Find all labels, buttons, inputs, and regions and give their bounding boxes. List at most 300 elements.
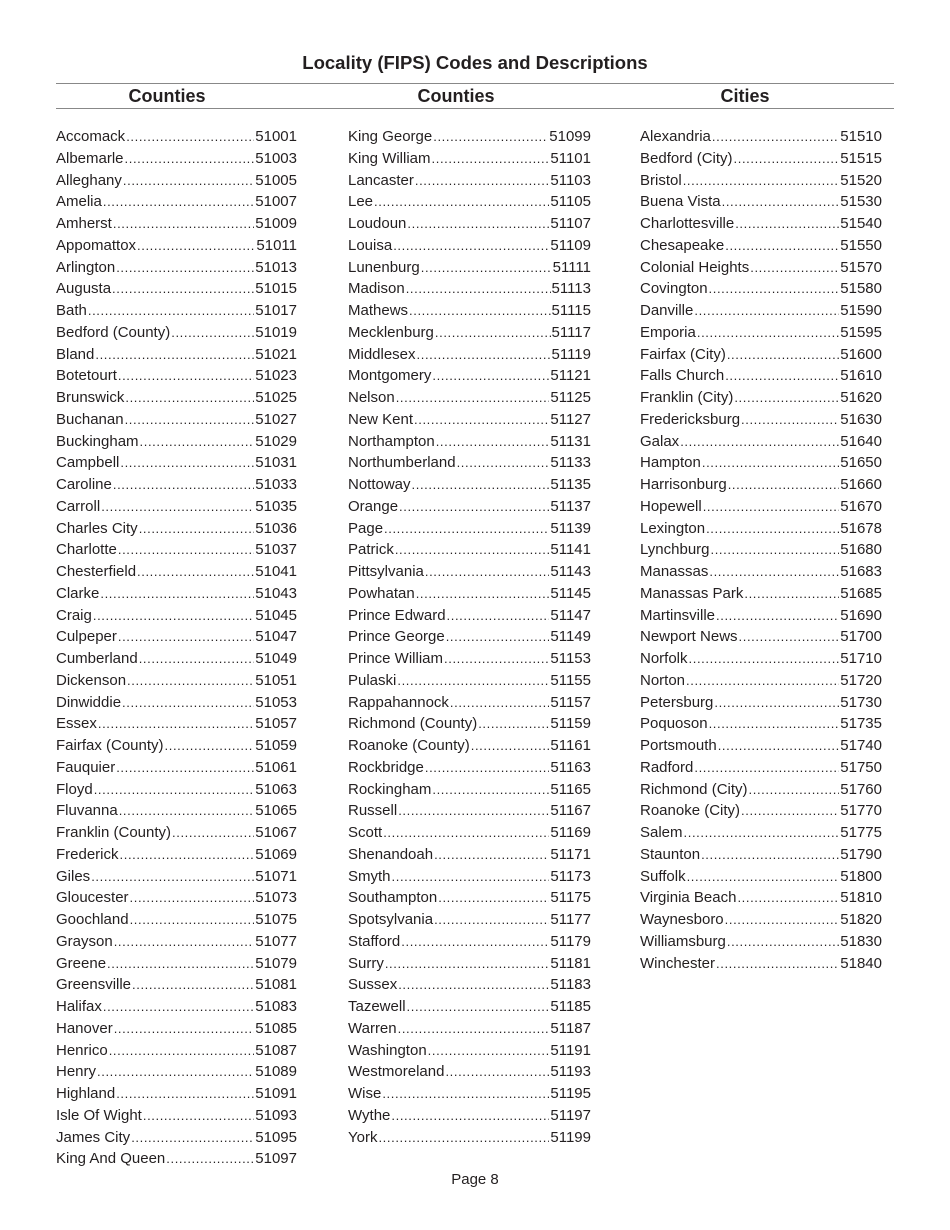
fips-code: 51157 — [550, 693, 591, 711]
dot-leader — [374, 191, 549, 213]
fips-code: 51149 — [550, 628, 591, 646]
dot-leader — [143, 1105, 254, 1127]
locality-name: Radford — [640, 758, 694, 776]
dot-leader — [445, 1061, 549, 1083]
dot-leader — [107, 953, 254, 975]
fips-code: 51183 — [550, 976, 591, 994]
locality-entry — [640, 561, 882, 583]
locality-name: Rappahannock — [348, 693, 449, 711]
locality-name: Gloucester — [56, 889, 129, 907]
fips-code: 51153 — [550, 650, 591, 667]
locality-entry — [348, 387, 591, 409]
fips-code: 51085 — [255, 1019, 297, 1037]
locality-name: Bland — [56, 345, 95, 363]
fips-code: 51550 — [840, 236, 882, 254]
locality-entry — [348, 692, 591, 714]
locality-entry — [348, 148, 591, 170]
fips-code: 51590 — [840, 302, 882, 319]
locality-name: Surry — [348, 954, 384, 972]
fips-code: 51810 — [840, 889, 882, 907]
fips-code: 51127 — [550, 410, 591, 428]
header-top-rule — [56, 83, 894, 84]
locality-name: James City — [56, 1128, 131, 1146]
dot-leader — [172, 822, 254, 844]
dot-leader — [407, 996, 550, 1018]
fips-code: 51159 — [550, 715, 591, 733]
locality-name: Portsmouth — [640, 737, 717, 754]
dot-leader — [434, 844, 549, 866]
locality-name: Accomack — [56, 128, 126, 145]
fips-code: 51099 — [549, 128, 591, 145]
locality-entry — [56, 1040, 297, 1062]
dot-leader — [126, 126, 254, 148]
locality-name: Nelson — [348, 389, 395, 406]
locality-entry — [348, 1061, 591, 1083]
fips-code: 51035 — [255, 497, 297, 515]
column-header-cities: Cities — [720, 86, 770, 106]
dot-leader — [398, 974, 549, 996]
locality-entry — [348, 800, 591, 822]
locality-entry — [640, 539, 882, 561]
locality-entry — [56, 387, 297, 409]
dot-leader — [727, 931, 839, 953]
fips-code: 51735 — [840, 715, 882, 733]
fips-code: 51770 — [840, 802, 882, 820]
fips-code: 51097 — [255, 1150, 297, 1168]
dot-leader — [428, 1040, 550, 1062]
dot-leader — [446, 626, 550, 648]
locality-name: Wythe — [348, 1106, 391, 1124]
fips-code: 51750 — [840, 758, 882, 776]
fips-code: 51630 — [840, 410, 882, 428]
dot-leader — [137, 235, 255, 257]
locality-entry — [348, 735, 591, 757]
dot-leader — [116, 757, 254, 779]
locality-name: Manassas — [640, 563, 709, 580]
dot-leader — [722, 191, 840, 213]
fips-code: 51187 — [550, 1019, 591, 1037]
locality-name: Lee — [348, 193, 374, 211]
locality-name: Alexandria — [640, 128, 711, 145]
locality-name: Colonial Heights — [640, 258, 750, 276]
locality-entry — [56, 1127, 297, 1149]
fips-code: 51073 — [255, 889, 297, 907]
locality-entry — [640, 257, 882, 279]
fips-code: 51051 — [255, 671, 297, 689]
dot-leader — [434, 909, 549, 931]
fips-code: 51199 — [550, 1128, 591, 1146]
page-number: Page 8 — [451, 1171, 499, 1188]
dot-leader — [687, 866, 840, 888]
locality-entry — [56, 278, 297, 300]
locality-entry — [348, 431, 591, 453]
dot-leader — [725, 365, 839, 387]
locality-entry — [348, 409, 591, 431]
locality-name: Arlington — [56, 258, 116, 276]
locality-name: Martinsville — [640, 606, 716, 624]
dot-leader — [114, 931, 255, 953]
fips-code: 51013 — [255, 258, 297, 276]
fips-code: 51059 — [255, 737, 297, 754]
fips-code: 51139 — [550, 519, 591, 537]
locality-name: Williamsburg — [640, 932, 726, 950]
fips-code: 51077 — [255, 932, 297, 950]
locality-entry — [640, 692, 882, 714]
locality-name: Highland — [56, 1085, 116, 1102]
locality-entry — [640, 278, 882, 300]
fips-code: 51081 — [255, 976, 297, 994]
locality-entry — [348, 909, 591, 931]
locality-entry — [640, 757, 882, 779]
dot-leader — [457, 452, 550, 474]
fips-code: 51075 — [255, 911, 297, 928]
locality-entry — [56, 1148, 297, 1170]
locality-name: Alleghany — [56, 171, 122, 189]
dot-leader — [741, 800, 839, 822]
locality-name: Richmond (County) — [348, 715, 478, 733]
locality-name: Westmoreland — [348, 1063, 445, 1081]
fips-code: 51043 — [255, 584, 297, 602]
locality-name: Culpeper — [56, 628, 117, 646]
locality-entry — [640, 866, 882, 888]
fips-code: 51678 — [840, 519, 882, 537]
dot-leader — [407, 213, 549, 235]
locality-name: Carroll — [56, 497, 101, 515]
locality-name: Virginia Beach — [640, 889, 737, 907]
fips-code: 51147 — [550, 606, 591, 624]
fips-code: 51025 — [255, 389, 297, 406]
fips-code: 51095 — [255, 1128, 297, 1146]
dot-leader — [409, 300, 550, 322]
dot-leader — [694, 757, 839, 779]
locality-entry — [640, 713, 882, 735]
locality-name: Hopewell — [640, 497, 702, 515]
locality-name: Bath — [56, 302, 87, 319]
fips-code: 51137 — [550, 497, 591, 515]
locality-name: Goochland — [56, 911, 129, 928]
locality-entry — [640, 844, 882, 866]
fips-code: 51193 — [550, 1063, 591, 1081]
locality-entry — [56, 365, 297, 387]
locality-entry — [640, 670, 882, 692]
locality-entry — [56, 474, 297, 496]
locality-entry — [56, 692, 297, 714]
fips-code: 51155 — [550, 671, 591, 689]
fips-code: 51840 — [840, 954, 882, 972]
locality-name: Amherst — [56, 215, 112, 232]
locality-entry — [348, 1127, 591, 1149]
fips-code: 51685 — [840, 584, 882, 602]
locality-name: Warren — [348, 1019, 397, 1037]
locality-name: Mathews — [348, 302, 409, 319]
locality-name: Clarke — [56, 584, 100, 602]
dot-leader — [750, 257, 839, 279]
fips-code: 51191 — [550, 1041, 591, 1059]
locality-name: Pulaski — [348, 671, 397, 689]
locality-entry — [56, 800, 297, 822]
locality-entry — [56, 539, 297, 561]
locality-entry — [348, 474, 591, 496]
fips-code: 51740 — [840, 737, 882, 754]
dot-leader — [438, 887, 549, 909]
locality-entry — [640, 909, 882, 931]
dot-leader — [694, 300, 839, 322]
fips-code: 51167 — [550, 802, 591, 820]
locality-name: Madison — [348, 280, 405, 298]
fips-code: 51181 — [550, 954, 591, 972]
locality-entry — [56, 126, 297, 148]
fips-code: 51600 — [840, 345, 882, 363]
dot-leader — [392, 866, 550, 888]
dot-leader — [425, 561, 550, 583]
locality-name: Mecklenburg — [348, 323, 434, 341]
locality-name: Amelia — [56, 193, 102, 211]
fips-code: 51185 — [550, 998, 591, 1015]
dot-leader — [385, 953, 550, 975]
fips-code: 51089 — [255, 1063, 297, 1081]
locality-name: Henrico — [56, 1041, 108, 1059]
locality-name: Buena Vista — [640, 193, 721, 211]
locality-entry — [348, 278, 591, 300]
locality-name: Craig — [56, 606, 92, 624]
locality-name: Hanover — [56, 1019, 113, 1037]
locality-entry — [348, 561, 591, 583]
fips-code: 51760 — [840, 780, 882, 798]
locality-name: Loudoun — [348, 215, 407, 232]
locality-name: Northumberland — [348, 454, 456, 472]
dot-leader — [113, 213, 254, 235]
locality-name: Nottoway — [348, 476, 411, 493]
locality-name: Lunenburg — [348, 258, 420, 276]
fips-code: 51660 — [840, 476, 882, 493]
dot-leader — [118, 539, 254, 561]
dot-leader — [709, 561, 839, 583]
dot-leader — [716, 953, 839, 975]
locality-name: Prince Edward — [348, 606, 446, 624]
locality-name: Charles City — [56, 519, 138, 537]
dot-leader — [433, 126, 548, 148]
locality-entry — [56, 626, 297, 648]
locality-entry — [640, 409, 882, 431]
fips-code: 51820 — [840, 911, 882, 928]
fips-code: 51730 — [840, 693, 882, 711]
dot-leader — [120, 452, 254, 474]
fips-code: 51063 — [255, 780, 297, 798]
fips-code: 51710 — [840, 650, 882, 667]
fips-code: 51027 — [255, 410, 297, 428]
locality-entry — [640, 148, 882, 170]
locality-name: Newport News — [640, 628, 738, 646]
fips-code: 51161 — [550, 737, 591, 754]
locality-entry — [56, 300, 297, 322]
fips-code: 51036 — [255, 519, 297, 537]
locality-entry — [640, 126, 882, 148]
dot-leader — [744, 583, 839, 605]
locality-entry — [56, 148, 297, 170]
locality-name: Sussex — [348, 976, 398, 994]
fips-code: 51003 — [255, 149, 297, 167]
locality-entry — [640, 474, 882, 496]
dot-leader — [132, 974, 254, 996]
locality-entry — [640, 626, 882, 648]
dot-leader — [100, 583, 254, 605]
locality-name: Washington — [348, 1041, 427, 1059]
locality-entry — [56, 518, 297, 540]
dot-leader — [735, 213, 839, 235]
fips-code: 51119 — [551, 345, 591, 363]
fips-code: 51595 — [840, 323, 882, 341]
locality-entry — [348, 235, 591, 257]
locality-entry — [640, 887, 882, 909]
fips-code: 51113 — [551, 280, 591, 298]
locality-entry — [348, 779, 591, 801]
fips-code: 51005 — [255, 171, 297, 189]
locality-entry — [348, 713, 591, 735]
dot-leader — [435, 322, 551, 344]
fips-code: 51800 — [840, 867, 882, 885]
locality-entry — [56, 235, 297, 257]
dot-leader — [114, 1018, 255, 1040]
locality-name: Fluvanna — [56, 802, 118, 820]
dot-leader — [91, 866, 254, 888]
fips-code: 51540 — [840, 215, 882, 232]
dot-leader — [706, 518, 839, 540]
dot-leader — [116, 257, 254, 279]
locality-entry — [348, 996, 591, 1018]
locality-name: Page — [348, 519, 384, 537]
dot-leader — [711, 539, 840, 561]
dot-leader — [412, 474, 550, 496]
fips-code: 51133 — [550, 454, 591, 472]
locality-entry — [640, 496, 882, 518]
dot-leader — [120, 844, 255, 866]
dot-leader — [697, 322, 839, 344]
dot-leader — [140, 431, 255, 453]
fips-code: 51041 — [255, 563, 297, 580]
fips-code: 51690 — [840, 606, 882, 624]
dot-leader — [471, 735, 550, 757]
locality-name: Frederick — [56, 845, 119, 863]
locality-entry — [56, 344, 297, 366]
fips-code: 51197 — [550, 1106, 591, 1124]
cities-column — [640, 126, 882, 974]
fips-code: 51049 — [255, 650, 297, 667]
locality-name: Falls Church — [640, 367, 725, 385]
fips-code: 51683 — [840, 563, 882, 580]
locality-name: York — [348, 1128, 378, 1146]
locality-name: Albemarle — [56, 149, 124, 167]
locality-entry — [348, 626, 591, 648]
locality-entry — [56, 648, 297, 670]
fips-code: 51145 — [550, 584, 591, 602]
locality-name: Bristol — [640, 171, 682, 189]
locality-name: Salem — [640, 824, 683, 841]
locality-name: Franklin (City) — [640, 389, 734, 406]
locality-entry — [640, 300, 882, 322]
locality-name: Montgomery — [348, 367, 432, 385]
locality-entry — [348, 887, 591, 909]
fips-code: 51610 — [840, 367, 882, 385]
dot-leader — [125, 148, 255, 170]
locality-name: Buckingham — [56, 432, 139, 450]
locality-entry — [56, 1061, 297, 1083]
dot-leader — [378, 1127, 549, 1149]
locality-name: Powhatan — [348, 584, 415, 602]
fips-code: 51680 — [840, 541, 882, 559]
locality-entry — [640, 605, 882, 627]
locality-name: Botetourt — [56, 367, 117, 385]
dot-leader — [118, 626, 254, 648]
locality-entry — [56, 257, 297, 279]
dot-leader — [436, 431, 550, 453]
locality-name: Rockbridge — [348, 758, 424, 776]
dot-leader — [701, 844, 839, 866]
dot-leader — [709, 713, 840, 735]
locality-entry — [348, 518, 591, 540]
locality-name: Henry — [56, 1063, 97, 1081]
locality-entry — [640, 344, 882, 366]
locality-name: Scott — [348, 824, 383, 841]
dot-leader — [101, 496, 254, 518]
dot-leader — [118, 365, 254, 387]
locality-entry — [640, 431, 882, 453]
dot-leader — [93, 605, 254, 627]
dot-leader — [728, 474, 840, 496]
dot-leader — [165, 735, 255, 757]
locality-entry — [56, 213, 297, 235]
dot-leader — [725, 235, 839, 257]
locality-name: Fairfax (City) — [640, 345, 726, 363]
locality-entry — [348, 191, 591, 213]
dot-leader — [712, 126, 839, 148]
fips-code: 51037 — [255, 541, 297, 559]
dot-leader — [125, 387, 254, 409]
fips-code: 51115 — [551, 302, 591, 319]
locality-name: Prince George — [348, 628, 445, 646]
locality-name: Floyd — [56, 780, 93, 798]
locality-name: Tazewell — [348, 998, 406, 1015]
dot-leader — [395, 539, 550, 561]
fips-code: 51131 — [550, 432, 591, 450]
locality-name: Bedford (City) — [640, 149, 733, 167]
dot-leader — [139, 518, 255, 540]
dot-leader — [399, 496, 549, 518]
dot-leader — [727, 344, 839, 366]
fips-code: 51069 — [255, 845, 297, 863]
locality-entry — [348, 822, 591, 844]
dot-leader — [683, 170, 840, 192]
dot-leader — [686, 670, 839, 692]
locality-entry — [640, 518, 882, 540]
dot-leader — [103, 996, 254, 1018]
header-bottom-rule — [56, 108, 894, 109]
fips-code: 51031 — [255, 454, 297, 472]
dot-leader — [478, 713, 549, 735]
fips-code: 51047 — [255, 628, 297, 646]
locality-entry — [348, 648, 591, 670]
dot-leader — [709, 278, 840, 300]
dot-leader — [391, 1105, 549, 1127]
locality-entry — [348, 170, 591, 192]
fips-code: 51520 — [840, 171, 882, 189]
locality-entry — [348, 974, 591, 996]
locality-entry — [56, 757, 297, 779]
fips-code: 51580 — [840, 280, 882, 298]
dot-leader — [119, 800, 255, 822]
locality-name: Emporia — [640, 323, 696, 341]
dot-leader — [122, 692, 254, 714]
locality-name: Pittsylvania — [348, 563, 424, 580]
